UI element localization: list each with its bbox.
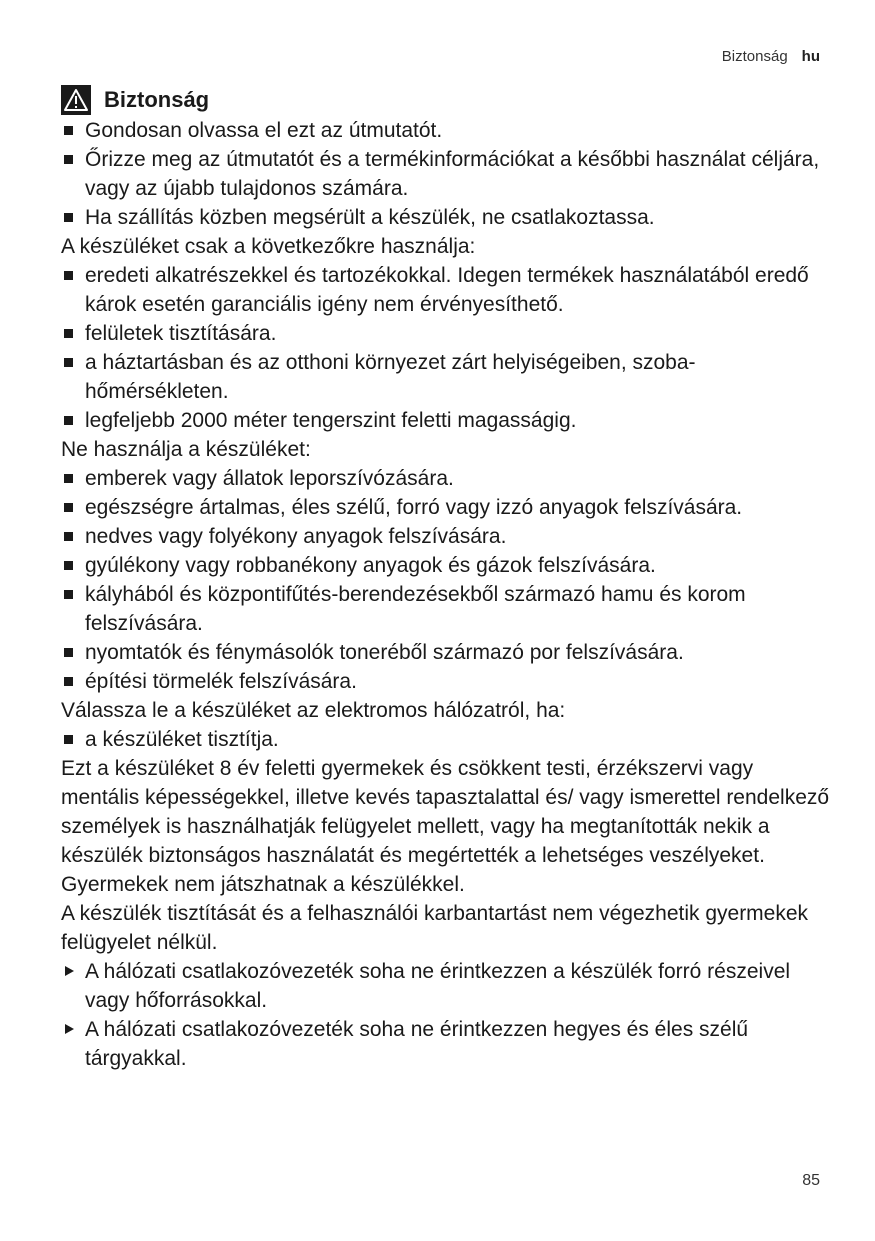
running-header [722, 48, 820, 65]
instruction-step: A hálózati csatlakozóvezeték soha ne érintkezzen hegyes és éles szélű tárgyakkal. [61, 1015, 831, 1073]
dont-heading: Ne használja a készüléket: [61, 438, 311, 461]
list-item: eredeti alkatrészekkel és tartozékokkal. Idegen termékek használatából eredő károk esetén garanciális igény nem érvényesíthető. [61, 261, 831, 319]
dont-list [61, 464, 831, 696]
section-title [61, 84, 831, 114]
cleaning-paragraph: A készülék tisztítását és a felhasználói karbantartást nem végezhetik gyermekek felügyelet nélkül. [61, 902, 809, 954]
page-content [61, 84, 831, 1073]
play-paragraph: Gyermekek nem játszhatnak a készülékkel. [61, 873, 465, 896]
header-language: hu [801, 48, 820, 65]
page-title: Biztonság [104, 86, 210, 112]
disconnect-heading: Válassza le a készüléket az elektromos hálózatról, ha: [61, 699, 566, 722]
list-item: gyúlékony vagy robbanékony anyagok és gázok felszívására. [61, 551, 831, 580]
list-item: kályhából és központifűtés-berendezésekből származó hamu és korom felszívására. [61, 580, 831, 638]
list-item: felületek tisztítására. [61, 319, 831, 348]
list-item: emberek vagy állatok leporszívózására. [61, 464, 831, 493]
list-item: a készüléket tisztítja. [61, 725, 831, 754]
use-list [61, 261, 831, 435]
list-item: nedves vagy folyékony anyagok felszívására. [61, 522, 831, 551]
list-item: a háztartásban és az otthoni környezet zárt helyiségeiben, szobahőmérsékleten. [61, 348, 831, 406]
list-item: egészségre ártalmas, éles szélű, forró vagy izzó anyagok felszívására. [61, 493, 831, 522]
list-item: Őrizze meg az útmutatót és a termékinformációkat a későbbi használat céljára, vagy az újabb tulajdonos számára. [61, 145, 831, 203]
page-number: 85 [802, 1172, 820, 1189]
list-item: Ha szállítás közben megsérült a készülék, ne csatlakoztassa. [61, 203, 831, 232]
list-item: nyomtatók és fénymásolók toneréből származó por felszívására. [61, 638, 831, 667]
use-heading: A készüléket csak a következőkre használja: [61, 235, 476, 258]
list-item: Gondosan olvassa el ezt az útmutatót. [61, 116, 831, 145]
children-paragraph: Ezt a készüléket 8 év feletti gyermekek és csökkent testi, érzékszervi vagy mentális képességekkel, illetve kevés tapasztalattal és/ vagy ismerettel rendelkező személyek is használhatják felügyelet mellett, vagy ha megtanították nekik a készülék biztonságos használatát és megértették a lehetséges veszélyeket. [61, 757, 830, 867]
instruction-steps [61, 957, 831, 1073]
warning-icon [61, 85, 91, 115]
disconnect-list [61, 725, 831, 754]
list-item: legfeljebb 2000 méter tengerszint feletti magasságig. [61, 406, 831, 435]
instruction-step: A hálózati csatlakozóvezeték soha ne érintkezzen a készülék forró részeivel vagy hőforrásokkal. [61, 957, 831, 1015]
intro-list [61, 116, 831, 232]
list-item: építési törmelék felszívására. [61, 667, 831, 696]
header-section: Biztonság [721, 48, 788, 65]
